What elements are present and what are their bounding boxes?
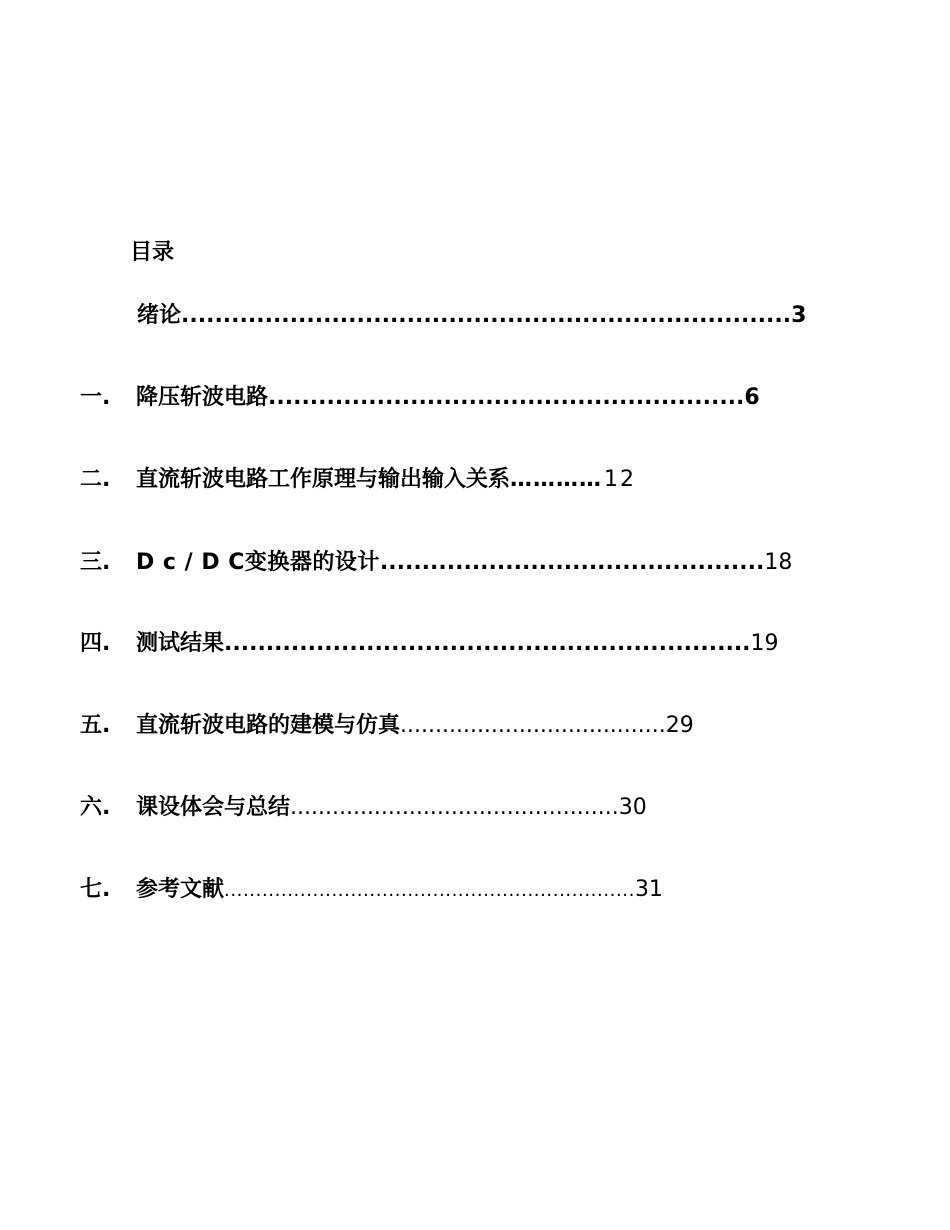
toc-entry-1 [80, 383, 800, 413]
toc-entry-label: D c / D C变换器的设计 [136, 550, 380, 575]
toc-page-number: 18 [764, 550, 793, 575]
toc-leader-dots: ......................................................................... [181, 303, 792, 328]
toc-entry-content [136, 548, 792, 578]
toc-leader-dots: ............................................................... [224, 631, 751, 656]
toc-page-number: 29 [665, 713, 694, 738]
toc-entry-content [136, 383, 760, 413]
toc-entry-number: 七. [80, 877, 111, 902]
toc-entry-number: 六. [80, 795, 111, 820]
toc-entry-number: 一. [80, 385, 111, 410]
toc-entry-content [136, 793, 647, 823]
toc-entry-number: 三. [80, 550, 111, 575]
toc-entry-content [136, 711, 694, 741]
toc-leader-dots: ...................................... [400, 713, 666, 738]
toc-leader-dots: ............................................... [290, 795, 619, 820]
toc-page-number: 6 [744, 385, 760, 410]
toc-entry-3 [80, 548, 820, 578]
toc-entry-number: 四. [80, 631, 111, 656]
toc-page-number: 31 [634, 877, 663, 902]
toc-entry-number: 五. [80, 713, 111, 738]
toc-entry-intro-content [137, 301, 806, 331]
toc-entry-content [136, 629, 779, 659]
toc-title: 目录 [130, 240, 175, 265]
toc-entry-label: 测试结果 [136, 631, 225, 656]
toc-leader-dots: ................................................................. [224, 880, 635, 901]
toc-entry-intro [137, 301, 817, 331]
toc-entry-label: 直流斩波电路工作原理与输出输入关系 [136, 467, 511, 492]
toc-entry-content [136, 875, 663, 906]
toc-entry-label: 降压斩波电路 [136, 385, 269, 410]
toc-entry-5 [80, 711, 800, 741]
toc-leader-dots: ………… [510, 467, 603, 492]
toc-entry-2 [80, 465, 800, 495]
toc-page-number: 12 [604, 467, 637, 492]
toc-entry-number: 二. [80, 467, 111, 492]
toc-entry-content [136, 465, 636, 495]
toc-entry-label: 课设体会与总结 [136, 795, 291, 820]
toc-entry-4 [80, 629, 800, 659]
toc-page-number: 3 [791, 303, 807, 328]
toc-leader-dots: ......................................................... [268, 385, 745, 410]
toc-entry-6 [80, 793, 800, 823]
toc-entry-label: 绪论 [137, 303, 182, 328]
toc-entry-label: 直流斩波电路的建模与仿真 [136, 713, 401, 738]
toc-page-number: 30 [618, 795, 647, 820]
toc-leader-dots: .............................................. [379, 550, 765, 575]
toc-page-number: 19 [750, 631, 779, 656]
toc-entry-label: 参考文献 [136, 877, 225, 902]
toc-entry-7 [80, 875, 800, 905]
